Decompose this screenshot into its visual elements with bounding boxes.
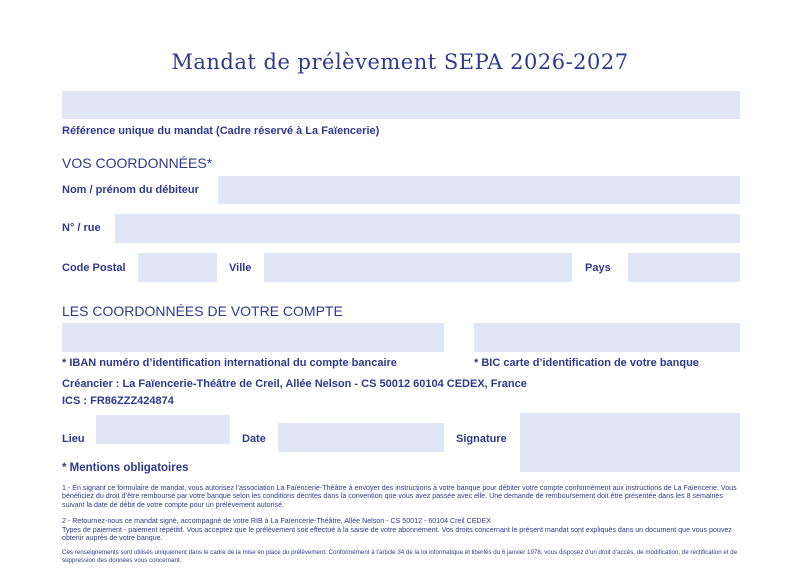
legal-note-3: Ces renseignements sont utilisés uniquement dans le cadre de la mise en place du prélèvement. Conformément à l’article 34 de la loi informatique et libertés du 6 janvier 1978, vous disposez d’un droit d’accès, de modification, de rectification et de suppression des données vous concernant. bbox=[62, 549, 738, 564]
signature-field[interactable] bbox=[520, 413, 740, 472]
iban-label: * IBAN numéro d’identification international du compte bancaire bbox=[62, 357, 397, 369]
reference-field[interactable] bbox=[62, 91, 740, 119]
postal-code-label: Code Postal bbox=[62, 262, 126, 274]
city-field[interactable] bbox=[264, 253, 572, 282]
iban-field[interactable] bbox=[62, 323, 444, 352]
signature-label: Signature bbox=[456, 433, 507, 445]
legal-note-1: 1 - En signant ce formulaire de mandat, vous autorisez l’association La Faïencerie-Théâtre à envoyer des instructions à votre banque pour débiter votre compte conformément aux instructions de La Faïencerie. Vous bénéficiez du droit d’être remboursé par votre banque selon les conditions décrites dans la convention que vous avez passée avec elle. Une demande de remboursement doit être présentée dans les 8 semaines suivant la date de débit de votre compte pour un prélèvement autorisé. bbox=[62, 484, 737, 509]
name-field[interactable] bbox=[218, 176, 740, 204]
street-field[interactable] bbox=[115, 214, 740, 243]
place-field[interactable] bbox=[96, 415, 230, 444]
date-field[interactable] bbox=[278, 423, 444, 452]
page-title: Mandat de prélèvement SEPA 2026-2027 bbox=[171, 50, 629, 74]
street-label: N° / rue bbox=[62, 222, 101, 234]
bic-field[interactable] bbox=[474, 323, 740, 352]
legal-note-2b: Types de paiement - paiement répétitif. Vous acceptez que le prélèvement soit effectué à la saisie de votre abonnement. Vos droits concernant le présent mandat sont expliqués dans un document que vous pouvez obtenir auprès de votre banque. bbox=[62, 525, 732, 542]
name-label: Nom / prénom du débiteur bbox=[62, 184, 199, 196]
bic-label: * BIC carte d’identification de votre banque bbox=[474, 357, 699, 369]
reference-label: Référence unique du mandat (Cadre réservé à La Faïencerie) bbox=[62, 125, 380, 137]
postal-code-field[interactable] bbox=[138, 253, 217, 282]
country-label: Pays bbox=[585, 262, 611, 274]
city-label: Ville bbox=[229, 262, 252, 274]
ics-line: ICS : FR86ZZZ424874 bbox=[62, 395, 174, 407]
place-label: Lieu bbox=[62, 433, 85, 445]
section-account-title: LES COORDONNÉES DE VOTRE COMPTE bbox=[62, 303, 343, 319]
country-field[interactable] bbox=[628, 253, 740, 282]
section-coordinates-title: VOS COORDONNÉES* bbox=[62, 155, 213, 171]
date-label: Date bbox=[242, 433, 266, 445]
mandatory-note: * Mentions obligatoires bbox=[62, 462, 189, 474]
creditor-line: Créancier : La Faïencerie-Théâtre de Creil, Allée Nelson - CS 50012 60104 CEDEX, France bbox=[62, 378, 527, 390]
legal-note-2a: 2 - Retournez-nous ce mandat signé, accompagné de votre RIB à La Faïencerie-Théâtre, Allée Nelson - CS 50012 - 60104 Creil CEDEX bbox=[62, 517, 492, 525]
